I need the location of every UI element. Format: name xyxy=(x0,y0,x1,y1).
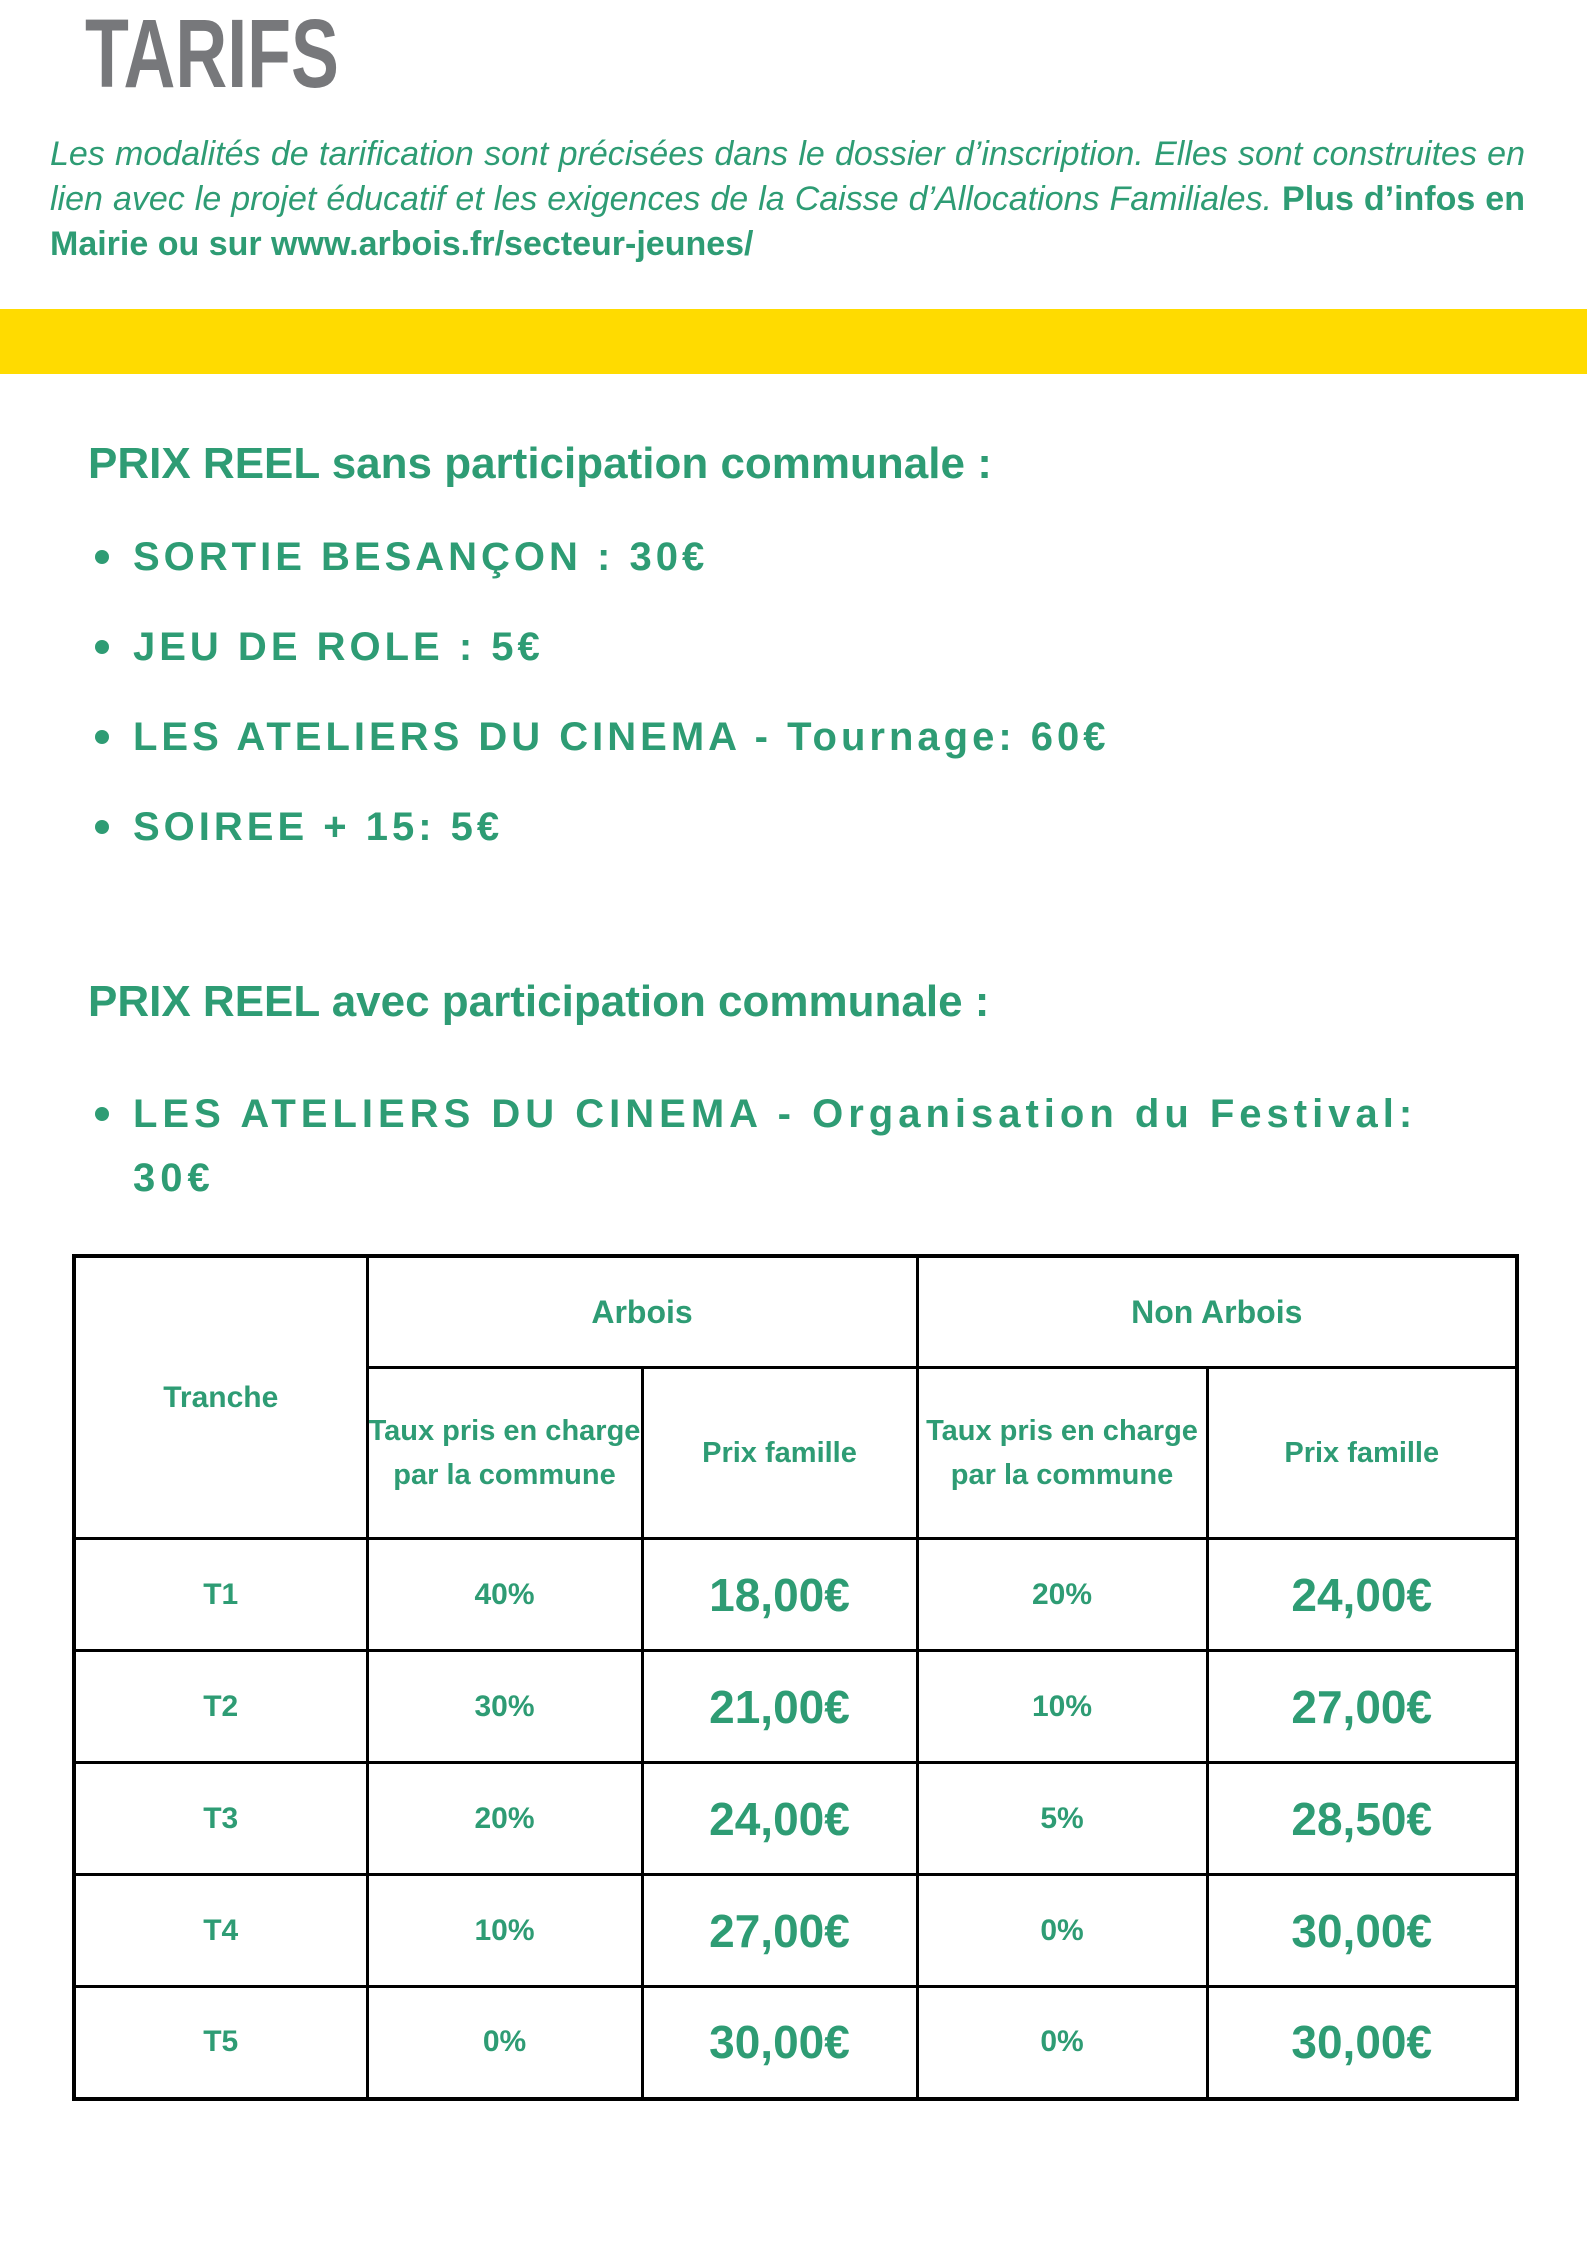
list-item-label: JEU DE ROLE : 5€ xyxy=(133,625,544,669)
table-subheader-taux-arbois: Taux pris en charge par la commune xyxy=(367,1368,642,1539)
taux-cell: 30% xyxy=(367,1651,642,1763)
table-row xyxy=(74,1539,1517,1651)
taux-cell: 10% xyxy=(917,1651,1207,1763)
list-item xyxy=(95,804,1587,850)
list-item-label: SORTIE BESANÇON : 30€ xyxy=(133,535,709,579)
prix-cell: 24,00€ xyxy=(642,1763,917,1875)
prix-cell: 28,50€ xyxy=(1207,1763,1517,1875)
tranche-cell: T2 xyxy=(74,1651,367,1763)
taux-cell: 20% xyxy=(367,1763,642,1875)
taux-cell: 20% xyxy=(917,1539,1207,1651)
table-group-header-arbois: Arbois xyxy=(367,1256,917,1368)
prix-cell: 30,00€ xyxy=(1207,1987,1517,2099)
bullet-icon xyxy=(95,640,109,654)
list-item xyxy=(95,714,1587,760)
bullet-icon xyxy=(95,1107,109,1121)
tranche-cell: T3 xyxy=(74,1763,367,1875)
page-title: TARIFS xyxy=(85,0,339,108)
taux-cell: 0% xyxy=(367,1987,642,2099)
list-item xyxy=(95,624,1587,670)
table-row xyxy=(74,1875,1517,1987)
pricing-table xyxy=(72,1254,1519,2101)
prix-cell: 30,00€ xyxy=(642,1987,917,2099)
list-item-label: LES ATELIERS DU CINEMA - Organisation du Festival: 30€ xyxy=(133,1092,1418,1200)
tranche-cell: T5 xyxy=(74,1987,367,2099)
prix-cell: 21,00€ xyxy=(642,1651,917,1763)
price-list-avec-participation xyxy=(95,1082,1587,1210)
list-item xyxy=(95,534,1587,580)
table-subheader-prix-non-arbois: Prix famille xyxy=(1207,1368,1517,1539)
intro-paragraph xyxy=(50,132,1525,267)
table-row xyxy=(74,1987,1517,2099)
prix-cell: 30,00€ xyxy=(1207,1875,1517,1987)
table-corner-header: Tranche xyxy=(74,1256,367,1539)
list-item-label: LES ATELIERS DU CINEMA - Tournage: 60€ xyxy=(133,715,1110,759)
table-subheader-prix-arbois: Prix famille xyxy=(642,1368,917,1539)
section-heading-avec-participation: PRIX REEL avec participation communale : xyxy=(88,977,990,1026)
bullet-icon xyxy=(95,550,109,564)
prix-cell: 24,00€ xyxy=(1207,1539,1517,1651)
taux-cell: 0% xyxy=(917,1875,1207,1987)
prix-cell: 27,00€ xyxy=(642,1875,917,1987)
taux-cell: 0% xyxy=(917,1987,1207,2099)
intro-italic-text: Les modalités de tarification sont précisées dans le dossier d’inscription. Elles sont construites en lien avec le projet éducatif et les exigences de la Caisse d’Allocations Familiales. xyxy=(50,135,1525,218)
table-group-header-non-arbois: Non Arbois xyxy=(917,1256,1517,1368)
intro-bold-text: Plus d’infos en Mairie ou sur www.arbois.fr/secteur-jeunes/ xyxy=(50,180,1525,263)
table-subheader-taux-non-arbois: Taux pris en charge par la commune xyxy=(917,1368,1207,1539)
tranche-cell: T1 xyxy=(74,1539,367,1651)
yellow-divider-band xyxy=(0,309,1587,374)
tranche-cell: T4 xyxy=(74,1875,367,1987)
table-row xyxy=(74,1651,1517,1763)
price-list-sans-participation xyxy=(95,534,1587,850)
taux-cell: 5% xyxy=(917,1763,1207,1875)
table-group-header-row xyxy=(74,1256,1517,1368)
taux-cell: 40% xyxy=(367,1539,642,1651)
prix-cell: 18,00€ xyxy=(642,1539,917,1651)
bullet-icon xyxy=(95,730,109,744)
prix-cell: 27,00€ xyxy=(1207,1651,1517,1763)
table-row xyxy=(74,1763,1517,1875)
list-item xyxy=(95,1082,1587,1210)
bullet-icon xyxy=(95,820,109,834)
taux-cell: 10% xyxy=(367,1875,642,1987)
section-heading-sans-participation: PRIX REEL sans participation communale : xyxy=(88,439,992,488)
list-item-label: SOIREE + 15: 5€ xyxy=(133,805,504,849)
